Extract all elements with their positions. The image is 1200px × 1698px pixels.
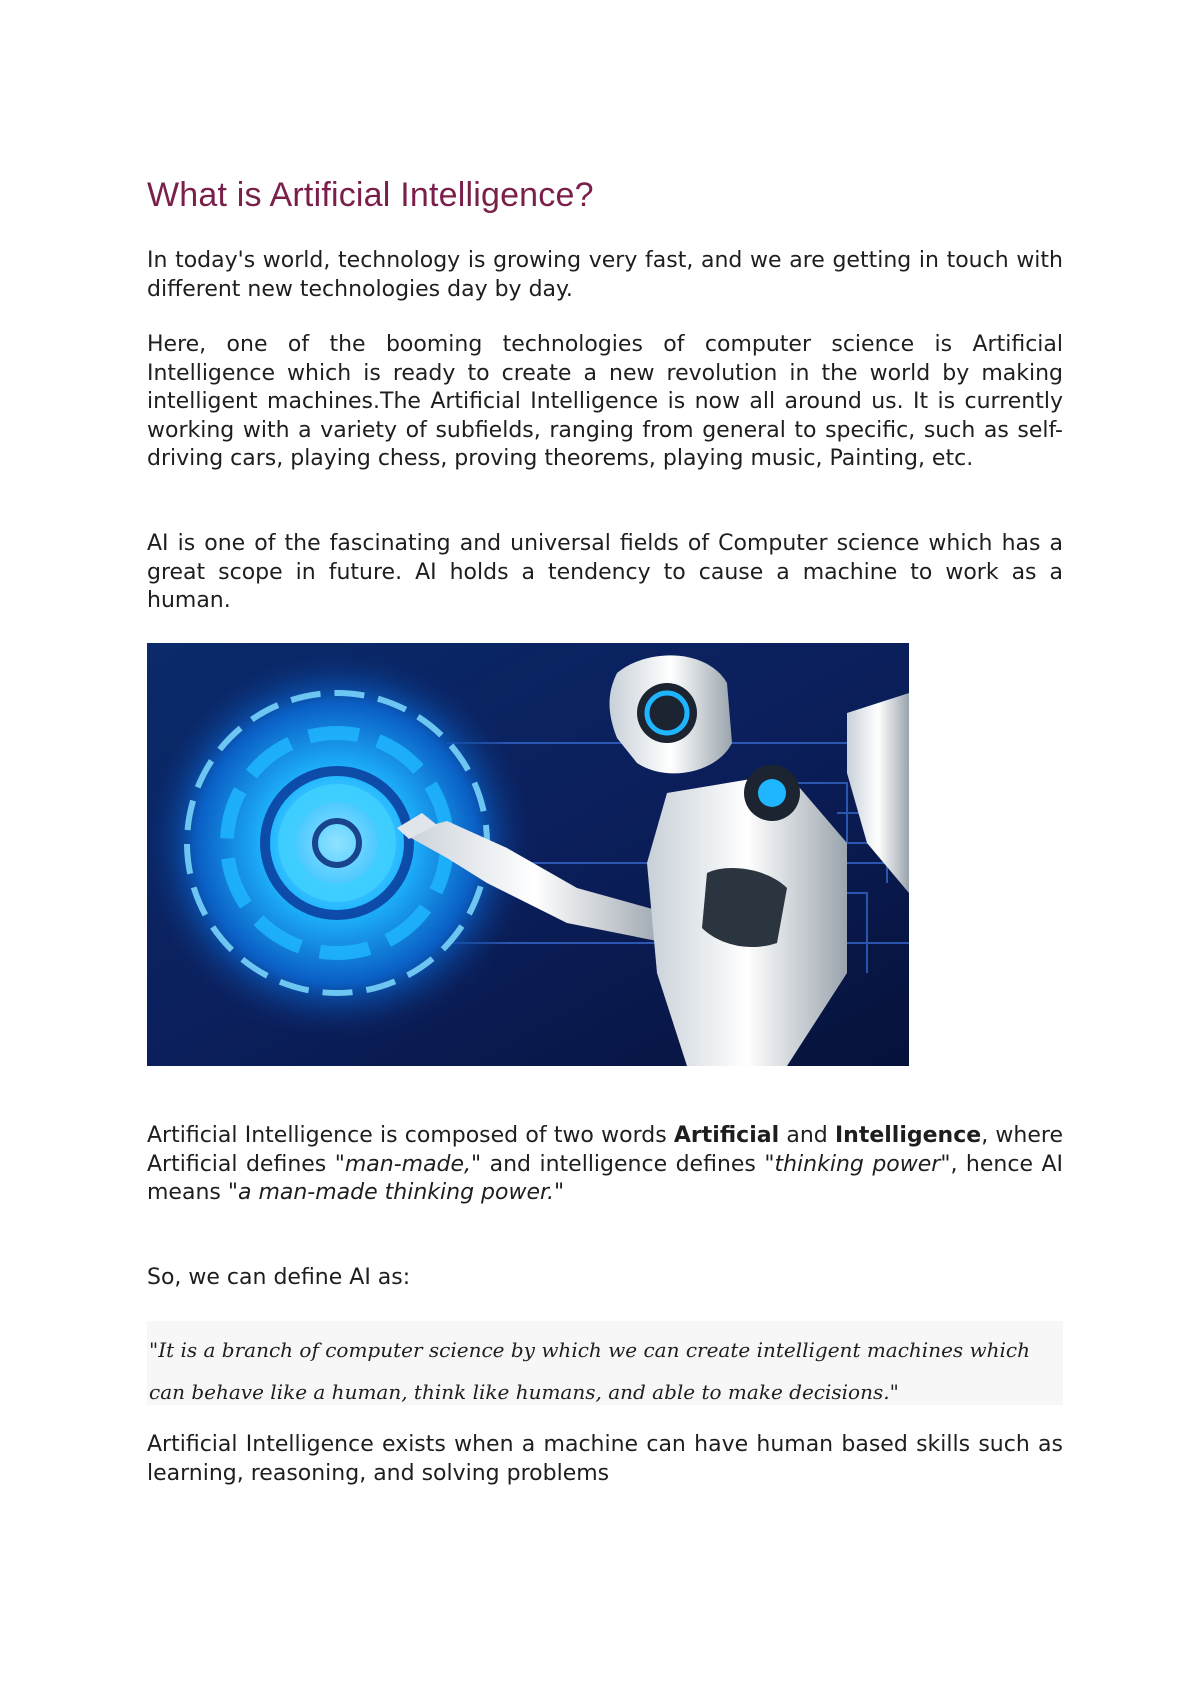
p4-text-2: and: [779, 1123, 835, 1148]
paragraph-ai-exists: Artificial Intelligence exists when a machine can have human based skills such as learning, reasoning, and solving problems: [147, 1432, 1063, 1486]
page-title: What is Artificial Intelligence?: [147, 176, 594, 214]
def-thinking-power: thinking power: [774, 1151, 941, 1177]
term-artificial: Artificial: [673, 1123, 780, 1148]
ai-robot-image: [147, 643, 909, 1066]
paragraph-define-ai: So, we can define AI as:: [147, 1265, 411, 1290]
definition-quote-box: [147, 1321, 1063, 1405]
p4-text-3: , where Artificial defines ": [147, 1123, 1063, 1177]
def-man-made: man-made,: [344, 1151, 472, 1177]
term-intelligence: Intelligence: [834, 1123, 982, 1148]
p4-text-6: ": [554, 1180, 565, 1205]
paragraph-booming-tech: Here, one of the booming technologies of computer science is Artificial Intelligence which is ready to create a new revolution in the world by making intelligent machines.The Artificial Intelligence is now all around us. It is currently working with a variety of subfields, ranging from general to specific, such as self-driving cars, playing chess, proving theorems, playing music, Painting, etc.: [147, 332, 1063, 471]
p4-text-5: ", hence AI means ": [147, 1151, 1063, 1205]
paragraph-intro: In today's world, technology is growing very fast, and we are getting in touch with different new technologies day by day.: [147, 248, 1063, 302]
p4-text-4: " and intelligence defines ": [471, 1151, 775, 1177]
def-ai-meaning: a man-made thinking power.: [237, 1180, 554, 1205]
paragraph-composed-of: [147, 1122, 1063, 1208]
definition-quote: "It is a branch of computer science by which we can create intelligent machines which can behave like a human, think like humans, and able to make decisions.": [149, 1338, 1031, 1404]
p4-text-1: Artificial Intelligence is composed of two words: [147, 1123, 674, 1148]
paragraph-fascinating-field: AI is one of the fascinating and universal fields of Computer science which has a great scope in future. AI holds a tendency to cause a machine to work as a human.: [147, 531, 1063, 613]
